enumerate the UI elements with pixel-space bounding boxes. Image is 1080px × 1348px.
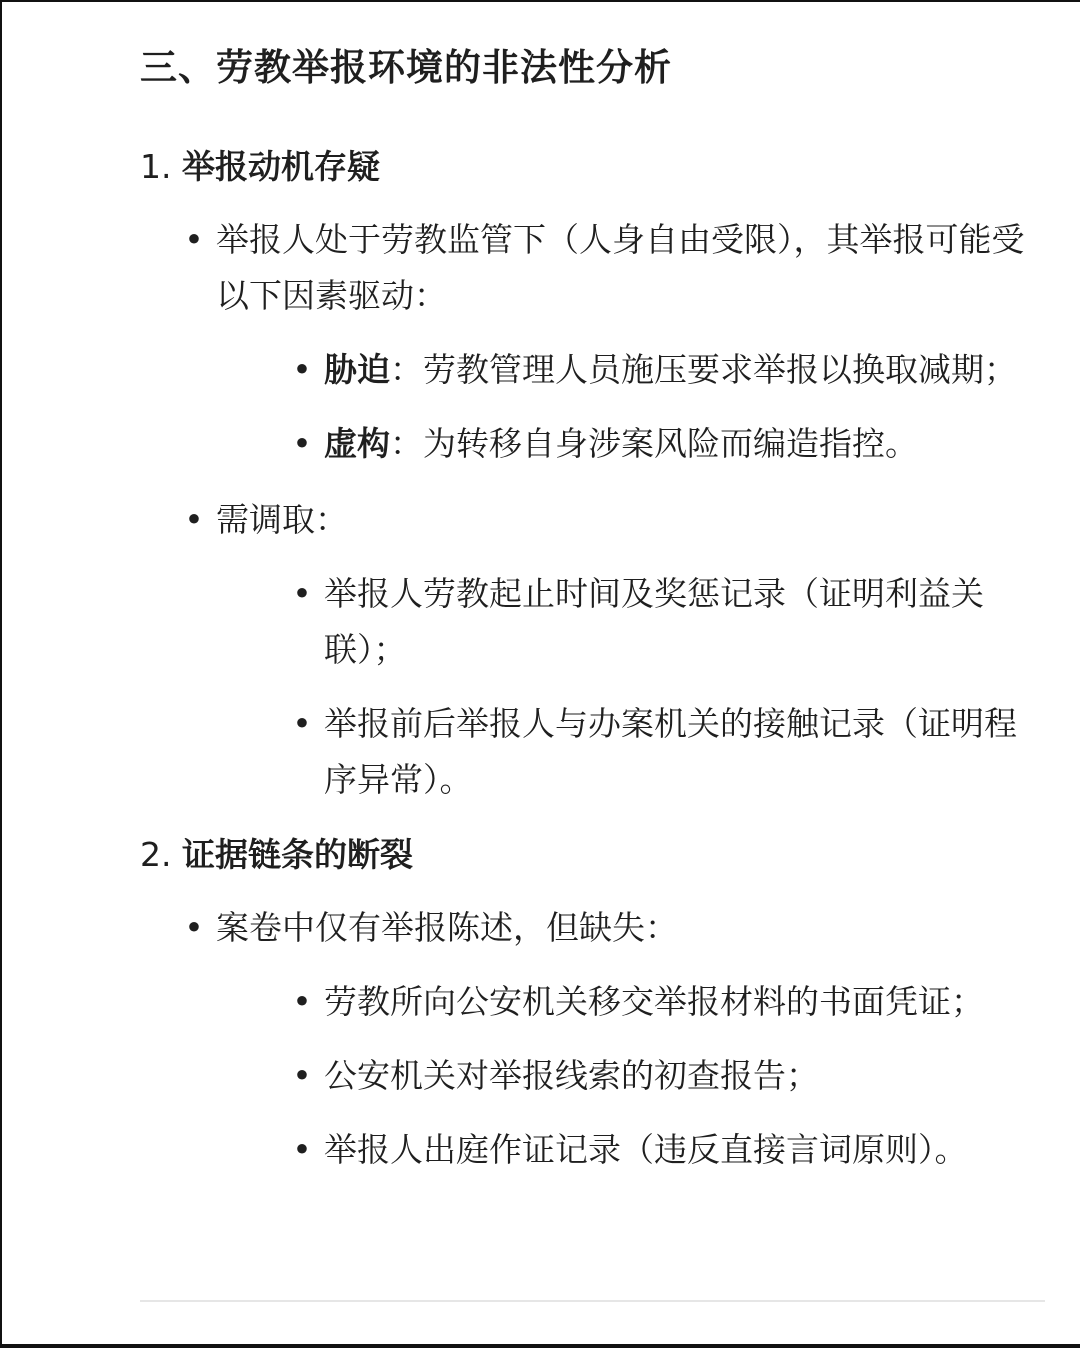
bullet-icon: • [292,1056,312,1095]
list-item-text: 举报人处于劳教监管下（人身自由受限），其举报可能受以下因素驱动： [216,220,1025,315]
list-item-text: 需调取： [216,500,348,539]
sub-list-item [216,342,1040,398]
point-1-list [140,212,1040,808]
list-item [140,900,1040,1178]
frame-left-border [0,0,2,1348]
sub-list-item [216,566,1040,678]
section-title: 三、劳教举报环境的非法性分析 [140,46,672,89]
sub-item-text: 举报人出庭作证记录（违反直接言词原则）。 [324,1130,968,1169]
sub-item-text: ：劳教管理人员施压要求举报以换取减期； [390,350,1017,389]
list-item [140,212,1040,472]
sub-item-text: ：为转移自身涉案风险而编造指控。 [390,424,918,463]
point-2-list [140,900,1040,1178]
bullet-icon: • [184,220,204,259]
sub-item-label: 虚构 [324,424,390,463]
divider [140,1300,1045,1302]
bullet-icon: • [292,424,312,463]
point-number: 1. [140,147,172,186]
point-number: 2. [140,835,172,874]
bullet-icon: • [292,350,312,389]
sub-list-item [216,1048,1040,1104]
sub-list [216,566,1040,808]
bullet-icon: • [184,500,204,539]
point-title: 证据链条的断裂 [182,835,413,874]
bullet-icon: • [292,1130,312,1169]
frame-bottom-border [0,1344,1080,1348]
list-item [140,492,1040,808]
sub-item-text: 劳教所向公安机关移交举报材料的书面凭证； [324,982,984,1021]
bullet-icon: • [292,574,312,613]
sub-list-item [216,974,1040,1030]
sub-item-text: 举报前后举报人与办案机关的接触记录（证明程序异常）。 [324,704,1017,799]
bullet-icon: • [292,704,312,743]
sub-item-text: 公安机关对举报线索的初查报告； [324,1056,819,1095]
frame-top-border [0,0,1080,2]
sub-list [216,974,1040,1178]
point-title: 举报动机存疑 [182,147,380,186]
sub-list [216,342,1040,472]
list-item-text: 案卷中仅有举报陈述，但缺失： [216,908,678,947]
document-content [140,38,1040,1178]
sub-item-label: 胁迫 [324,350,390,389]
bullet-icon: • [292,982,312,1021]
bullet-icon: • [184,908,204,947]
sub-list-item [216,696,1040,808]
numbered-point-1 [140,142,1040,192]
sub-list-item [216,1122,1040,1178]
sub-item-text: 举报人劳教起止时间及奖惩记录（证明利益关联）； [324,574,984,669]
sub-list-item [216,416,1040,472]
numbered-point-2 [140,830,1040,880]
